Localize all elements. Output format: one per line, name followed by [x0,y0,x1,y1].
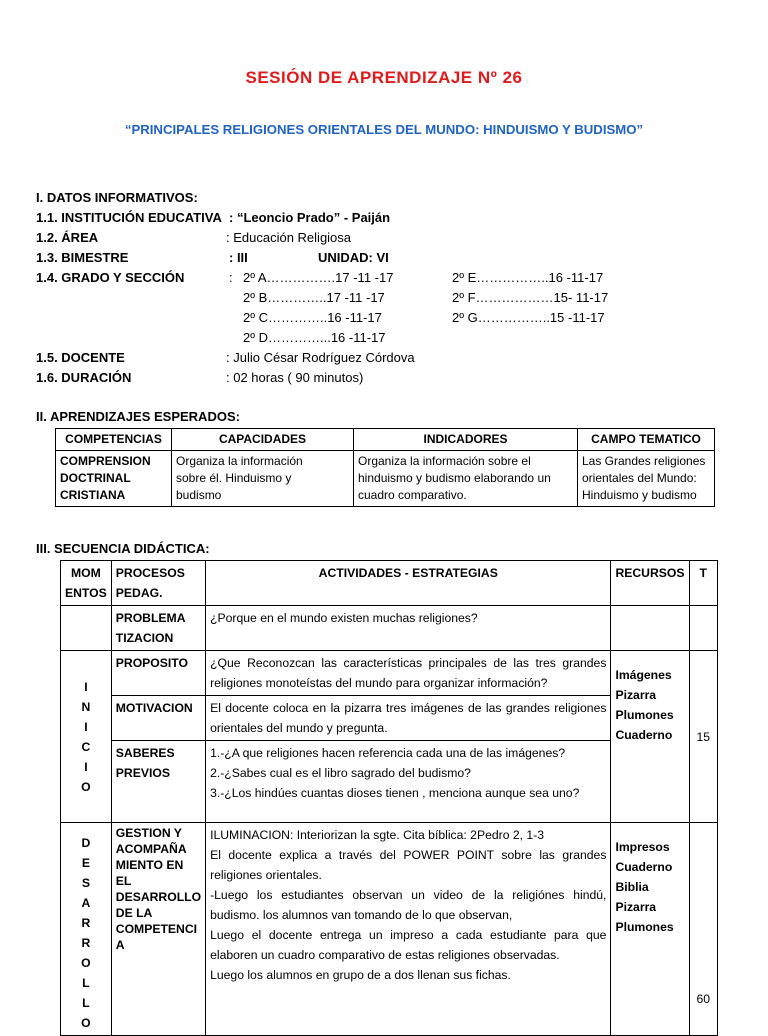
session-subtitle: “PRINCIPALES RELIGIONES ORIENTALES DEL MUNDO: HINDUISMO Y BUDISMO” [124,122,644,137]
header-actividades: ACTIVIDADES - ESTRATEGIAS [206,561,611,606]
header-recursos: RECURSOS [611,561,689,606]
gestion-line: El docente explica a través del POWER POINT sobre las grandes religiones orientales. [210,848,607,882]
recurso-item: Pizarra [615,900,657,914]
indicadores-line: hinduismo y budismo elaborando un [358,471,551,485]
letter: N [81,699,91,714]
desarrollo-time: 60 [689,823,717,1036]
competencias-line: CRISTIANA [60,488,126,502]
competencias-line: DOCTRINAL [60,471,131,485]
label-text: MIENTO EN [115,858,184,872]
bimestre-label: 1.3. BIMESTRE [36,250,129,265]
label-text: DE LA [115,906,153,920]
section1-heading: I. DATOS INFORMATIVOS: [36,190,198,205]
problema-text: ¿Porque en el mundo existen muchas religiones? [206,606,611,651]
label-text: DESARROLLO [115,890,202,904]
area-value: : Educación Religiosa [226,230,352,245]
saberes-label [111,741,205,823]
grado-d: 2º D…………...16 -11-17 [243,330,386,345]
grado-e: 2º E……………..16 -11-17 [452,270,604,285]
bimestre-value: : III [229,250,248,265]
letter: O [81,1016,91,1030]
grado-label: 1.4. GRADO Y SECCIÓN [36,270,185,285]
letter: O [81,956,91,970]
duracion-value: : 02 horas ( 90 minutos) [226,370,364,385]
letter: I [84,719,88,734]
page-title: SESIÓN DE APRENDIZAJE Nº 26 [245,68,523,87]
campo-tematico-cell [578,451,715,507]
competencias-cell [56,451,172,507]
saberes-line: 1.-¿A que religiones hacen referencia cada una de las imágenes? [210,746,566,760]
inicio-column [61,651,112,823]
momento-blank [61,606,112,651]
saberes-text [206,741,611,823]
campo-line: Hinduismo y budismo [582,488,697,502]
secuencia-table [60,560,718,1036]
letter: I [84,679,88,694]
docente-value: : Julio César Rodríguez Córdova [226,350,415,365]
header-text: MOM [70,566,101,580]
header-procesos [111,561,205,606]
letter: E [81,856,90,870]
letter: S [81,876,90,890]
label-text: EL [115,874,132,888]
docente-label: 1.5. DOCENTE [36,350,125,365]
inicio-recursos [611,651,689,823]
section3-heading: III. SECUENCIA DIDÁCTICA: [36,541,210,556]
grado-f: 2º F………………15- 11-17 [452,290,609,305]
label-text: SABERES [115,746,175,760]
proposito-label: PROPOSITO [111,651,205,696]
motivacion-text: El docente coloca en la pizarra tres imágenes de las grandes religiones orientales del mundo y pregunta. [206,696,611,741]
label-text: COMPETENCI [115,922,198,936]
label-text: GESTION Y [115,826,182,840]
campo-line: orientales del Mundo: [582,471,697,485]
problema-label [111,606,205,651]
gestion-line: Luego los alumnos en grupo de a dos llenan sus fichas. [210,968,511,982]
letter: D [81,836,91,850]
recurso-item: Cuaderno [615,860,673,874]
gestion-line: Luego el docente entrega un impreso a cada estudiante para que elaboren un cuadro comparativo de estas religiones observadas. [210,928,607,962]
indicadores-line: cuadro comparativo. [358,488,467,502]
gestion-line: ILUMINACION: Interiorizan la sgte. Cita bíblica: 2Pedro 2, 1-3 [210,828,545,842]
proposito-text: ¿Que Reconozcan las características principales de las tres grandes religiones monoteístas del mundo para organizar información? [206,651,611,696]
header-campo-tematico: CAMPO TEMATICO [578,429,715,451]
competencias-line: COMPRENSION [60,454,151,468]
letter: A [81,896,91,910]
header-text: ENTOS [65,586,107,600]
letter: I [84,759,88,774]
letter: C [81,739,91,754]
indicadores-line: Organiza la información sobre el [358,454,531,468]
header-indicadores: INDICADORES [354,429,578,451]
aprendizajes-table [55,428,715,507]
header-competencias: COMPETENCIAS [56,429,172,451]
capacidades-line: sobre él. Hinduismo y [176,471,292,485]
label-text: PROBLEMA [115,611,186,625]
gestion-label [111,823,205,1036]
header-text: PEDAG. [115,586,163,600]
label-text: A [115,938,125,952]
grado-b: 2º B…………..17 -11 -17 [243,290,385,305]
label-text: ACOMPAÑA [115,842,187,856]
grado-a: 2º A…………….17 -11 -17 [243,270,394,285]
inicio-time: 15 [689,651,717,823]
header-capacidades: CAPACIDADES [172,429,354,451]
gestion-line: -Luego los estudiantes observan un video de la religiónes hindú, budismo. los alumnos van tomando de lo que observan, [210,888,607,922]
campo-line: Las Grandes religiones [582,454,706,468]
duracion-label: 1.6. DURACIÓN [36,370,132,385]
institucion-value: : “Leoncio Prado” - Paiján [229,210,391,225]
area-label: 1.2. ÁREA [36,230,99,245]
grado-colon: : [229,270,233,285]
recurso-item: Plumones [615,708,674,722]
recurso-item: Plumones [615,920,674,934]
letter: R [81,916,91,930]
gestion-text [206,823,611,1036]
desarrollo-recursos [611,823,689,1036]
section2-heading: II. APRENDIZAJES ESPERADOS: [36,409,240,424]
motivacion-label: MOTIVACION [111,696,205,741]
recursos-blank [611,606,689,651]
letter: L [82,996,90,1010]
label-text: PREVIOS [115,766,170,780]
unidad-value: UNIDAD: VI [318,250,389,265]
t-blank [689,606,717,651]
label-text: TIZACION [115,631,174,645]
capacidades-line: budismo [176,488,222,502]
grado-g: 2º G……………..15 -11-17 [452,310,605,325]
institucion-label: 1.1. INSTITUCIÓN EDUCATIVA [36,210,222,225]
recurso-item: Pizarra [615,688,657,702]
recurso-item: Cuaderno [615,728,673,742]
letter: L [82,976,90,990]
capacidades-line: Organiza la información [176,454,303,468]
recurso-item: Biblia [615,880,649,894]
header-text: PROCESOS [115,566,185,580]
header-momentos [61,561,112,606]
letter: O [81,779,91,794]
grado-c: 2º C…………..16 -11-17 [243,310,382,325]
header-t: T [689,561,717,606]
capacidades-cell [172,451,354,507]
saberes-line: 3.-¿Los hindúes cuantas dioses tienen , menciona aunque sea uno? [210,786,580,800]
desarrollo-column [61,823,112,1036]
recurso-item: Imágenes [615,668,672,682]
recurso-item: Impresos [615,840,670,854]
indicadores-cell [354,451,578,507]
saberes-line: 2.-¿Sabes cual es el libro sagrado del budismo? [210,766,471,780]
letter: R [81,936,91,950]
